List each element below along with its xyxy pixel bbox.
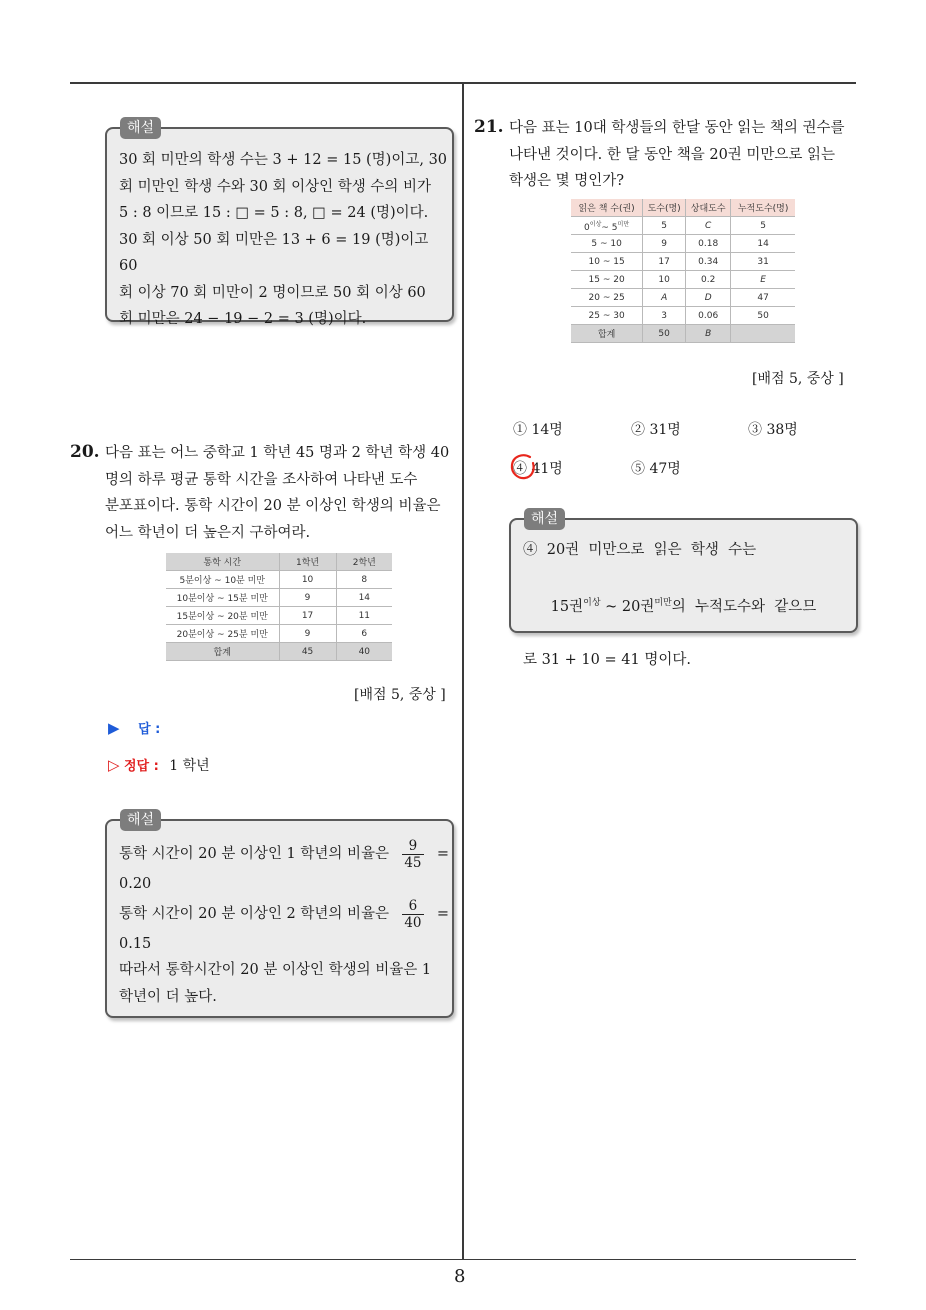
table-cell: [571, 217, 643, 235]
correct-label: 정답 :: [124, 759, 159, 774]
table-row: [571, 217, 795, 235]
question-line: 명의 하루 평균 통학 시간을 조사하여 나타낸 도수: [105, 471, 418, 488]
table-cell: 15 ~ 20: [571, 271, 643, 289]
table-cell: 45: [279, 643, 336, 661]
q21-frequency-table: [571, 199, 795, 343]
question-21-text: [509, 115, 861, 195]
play-filled-icon: ▶: [108, 719, 120, 737]
table-total-row: [166, 643, 392, 661]
table-cell: 20분이상 ~ 25분 미만: [166, 625, 279, 643]
table-cell: 17: [643, 253, 686, 271]
table-cell: 50: [643, 325, 686, 343]
table-cell: 10: [643, 271, 686, 289]
table-cell: 14: [731, 235, 795, 253]
table-cell: [731, 325, 795, 343]
question-number-20: 20.: [70, 442, 100, 462]
table-cell: 47: [731, 289, 795, 307]
q20-score: [배점 5, 중상 ]: [354, 687, 446, 703]
solution-tag: 해설: [120, 809, 161, 831]
table-header: 통학 시간: [166, 553, 279, 571]
table-cell: 5: [731, 217, 795, 235]
choice-3[interactable]: ③ 38명: [748, 422, 798, 438]
table-header: 2학년: [336, 553, 392, 571]
fraction-denominator: 40: [404, 914, 422, 931]
table-cell: 합계: [166, 643, 279, 661]
q20-frequency-table: [166, 553, 392, 661]
q20-solution-text: [119, 838, 449, 1010]
solution-line: 5 : 8 이므로 15 : □ = 5 : 8, □ = 24 (명)이다.: [119, 205, 429, 221]
fraction-numerator: 6: [402, 898, 423, 915]
table-header: 누적도수(명): [731, 199, 795, 217]
solution-line: [523, 564, 853, 647]
table-row: [571, 235, 795, 253]
table-cell: 20 ~ 25: [571, 289, 643, 307]
table-cell: 합계: [571, 325, 643, 343]
bottom-rule: [70, 1259, 856, 1260]
table-total-row: [571, 325, 795, 343]
table-cell: 9: [279, 589, 336, 607]
table-header: 상대도수: [686, 199, 731, 217]
answer-label: 답 :: [138, 722, 161, 737]
q21-solution-box: [509, 518, 858, 668]
fraction-denominator: 45: [404, 855, 422, 871]
solution-line: 0.20: [119, 876, 152, 892]
left-top-solution-box: [105, 127, 454, 327]
solution-text: 15권: [550, 598, 584, 615]
superscript-label: 이상: [589, 220, 602, 228]
table-cell: 9: [643, 235, 686, 253]
question-line: 학생은 몇 명인가?: [509, 173, 625, 189]
question-line: 다음 표는 10대 학생들의 한달 동안 읽는 책의 권수를: [509, 120, 845, 136]
correct-answer-row: [108, 755, 210, 775]
table-cell: 0.06: [686, 307, 731, 325]
table-cell: 0.18: [686, 235, 731, 253]
selected-answer-circle-icon: [508, 452, 538, 482]
solution-text: ~: [600, 598, 622, 615]
question-number-21: 21.: [474, 117, 504, 137]
answer-row: [108, 718, 160, 737]
solution-text: 통학 시간이 20 분 이상인 1 학년의 비율은: [119, 846, 390, 863]
play-outline-icon: ▷: [108, 756, 120, 774]
class-to: 5: [611, 222, 618, 233]
solution-line: ④ 20권 미만으로 읽은 학생 수는: [523, 542, 757, 558]
table-row: [571, 253, 795, 271]
table-cell: C: [686, 217, 731, 235]
solution-text: 20권: [621, 598, 655, 615]
table-cell: 5: [643, 217, 686, 235]
table-cell: 0.34: [686, 253, 731, 271]
solution-line: 회 미만은 24 − 19 − 2 = 3 (명)이다.: [119, 311, 367, 327]
table-cell: 0.2: [686, 271, 731, 289]
table-cell: 3: [643, 307, 686, 325]
table-cell: 25 ~ 30: [571, 307, 643, 325]
superscript-label: 미만: [617, 220, 630, 228]
table-cell: 31: [731, 253, 795, 271]
table-cell: 50: [731, 307, 795, 325]
solution-line: 회 이상 70 회 미만이 2 명이므로 50 회 이상 60: [119, 284, 426, 301]
solution-tag: 해설: [120, 117, 161, 139]
superscript-label: 이상: [583, 598, 601, 608]
solution-line: 따라서 통학시간이 20 분 이상인 학생의 비율은 1: [119, 962, 432, 978]
choice-1[interactable]: ① 14명: [513, 422, 563, 438]
solution-text: 의 누적도수와 같으므: [671, 598, 817, 615]
question-line: 어느 학년이 더 높은지 구하여라.: [105, 524, 311, 541]
table-cell: 10 ~ 15: [571, 253, 643, 271]
fraction-numerator: 9: [402, 838, 423, 855]
table-cell: 14: [336, 589, 392, 607]
fraction: [402, 898, 423, 931]
table-cell: 15분이상 ~ 20분 미만: [166, 607, 279, 625]
table-cell: 5 ~ 10: [571, 235, 643, 253]
table-cell: B: [686, 325, 731, 343]
superscript-label: 미만: [654, 598, 672, 608]
solution-line: 학년이 더 높다.: [119, 988, 217, 1005]
table-cell: 6: [336, 625, 392, 643]
solution-line: 회 미만인 학생 수와 30 회 이상인 학생 수의 비가: [119, 178, 432, 195]
table-cell: 40: [336, 643, 392, 661]
solution-line: 0.15: [119, 935, 152, 952]
equals-sign: =: [436, 846, 449, 863]
choice-5[interactable]: ⑤ 47명: [631, 461, 681, 477]
table-header: 도수(명): [643, 199, 686, 217]
question-line: 분포표이다. 통학 시간이 20 분 이상인 학생의 비율은: [105, 498, 441, 514]
table-header: 읽은 책 수(권): [571, 199, 643, 217]
table-cell: A: [643, 289, 686, 307]
table-row: [166, 589, 392, 607]
table-cell: 8: [336, 571, 392, 589]
q21-solution-text: [523, 537, 853, 673]
table-cell: 9: [279, 625, 336, 643]
table-header: 1학년: [279, 553, 336, 571]
correct-value: 1 학년: [169, 758, 210, 774]
question-line: 나타낸 것이다. 한 달 동안 책을 20권 미만으로 읽는: [509, 146, 836, 163]
fraction: [402, 838, 423, 871]
table-cell: E: [731, 271, 795, 289]
question-20-text: [105, 440, 457, 546]
table-cell: 10: [279, 571, 336, 589]
equals-sign: =: [436, 905, 449, 922]
left-top-solution-text: [119, 147, 449, 333]
solution-line: 30 회 이상 50 회 미만은 13 + 6 = 19 (명)이고 60: [119, 231, 429, 274]
table-row: [166, 571, 392, 589]
table-row: [571, 307, 795, 325]
solution-line: [119, 898, 449, 931]
question-line: 다음 표는 어느 중학교 1 학년 45 명과 2 학년 학생 40: [105, 445, 450, 461]
table-row: [166, 607, 392, 625]
solution-line: 로 31 + 10 = 41 명이다.: [523, 651, 691, 668]
solution-line: [119, 838, 449, 871]
tilde: ~: [601, 222, 609, 233]
solution-text: 통학 시간이 20 분 이상인 2 학년의 비율은: [119, 905, 390, 922]
table-cell: 17: [279, 607, 336, 625]
choice-4[interactable]: ④ 41명: [513, 461, 563, 477]
q21-score: [배점 5, 중상 ]: [752, 371, 844, 387]
table-row: [571, 271, 795, 289]
q20-solution-box: [105, 819, 454, 1018]
table-row: [571, 289, 795, 307]
page-number: 8: [454, 1266, 466, 1287]
table-cell: 11: [336, 607, 392, 625]
solution-line: 30 회 미만의 학생 수는 3 + 12 = 15 (명)이고, 30: [119, 152, 448, 168]
table-cell: D: [686, 289, 731, 307]
solution-tag: 해설: [524, 508, 565, 530]
table-cell: 10분이상 ~ 15분 미만: [166, 589, 279, 607]
table-cell: 5분이상 ~ 10분 미만: [166, 571, 279, 589]
choice-2[interactable]: ② 31명: [631, 422, 681, 438]
class-from: 0: [584, 222, 590, 233]
table-row: [166, 625, 392, 643]
column-divider: [462, 84, 464, 1260]
